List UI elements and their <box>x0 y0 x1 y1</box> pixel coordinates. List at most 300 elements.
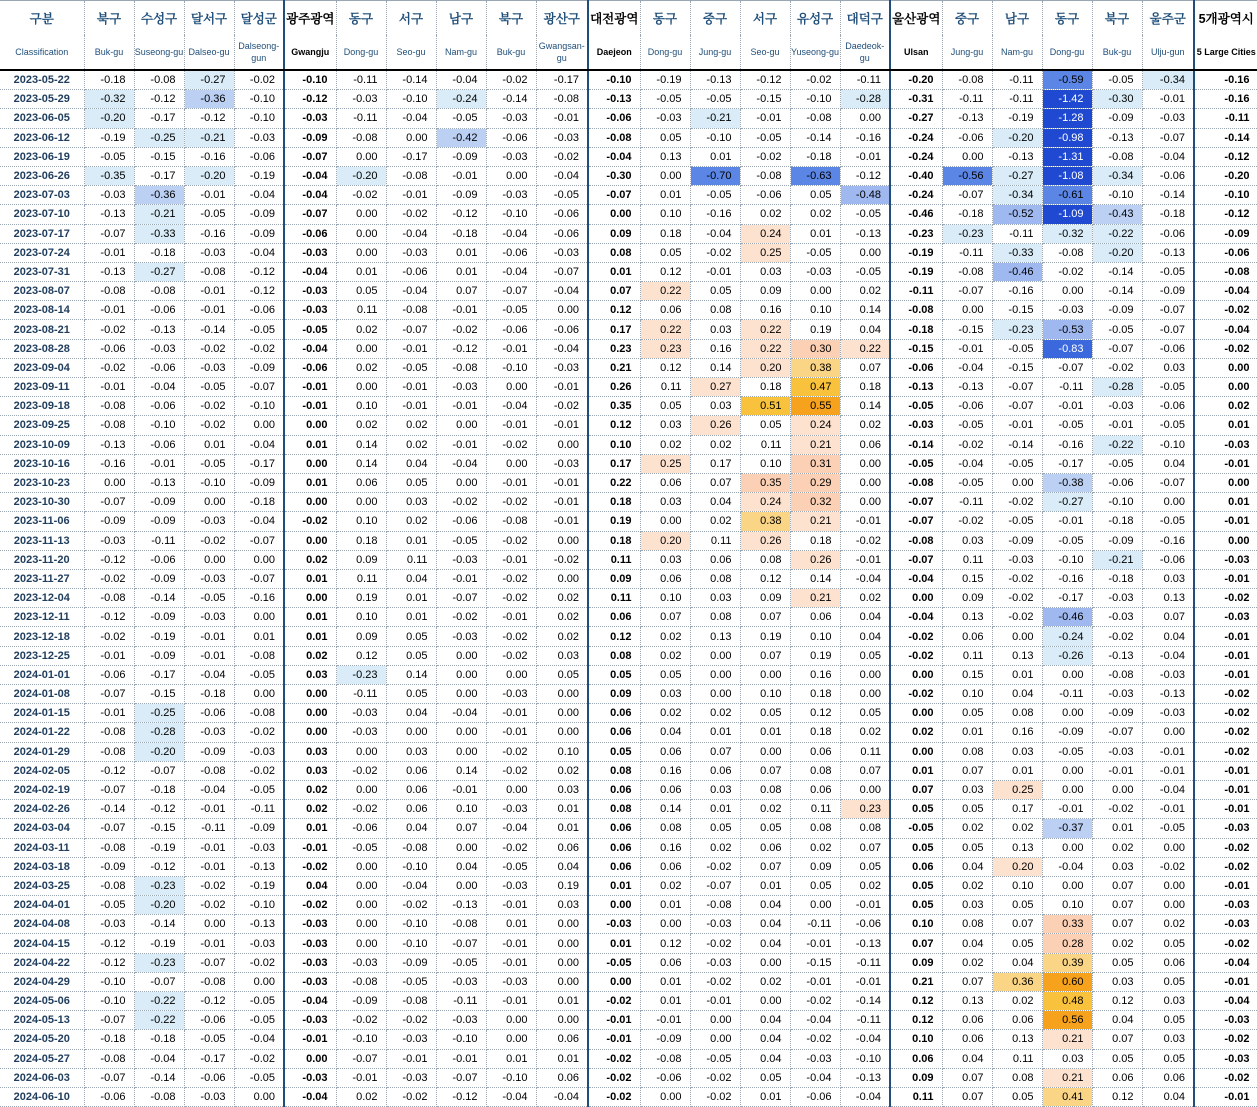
value-cell: -0.09 <box>1142 282 1194 301</box>
value-cell: -0.70 <box>690 166 740 185</box>
value-cell: 0.01 <box>640 972 690 991</box>
value-cell: -0.03 <box>284 915 336 934</box>
value-cell: -0.04 <box>486 224 536 243</box>
value-cell: 0.05 <box>740 1068 790 1087</box>
value-cell: 0.18 <box>790 685 840 704</box>
value-cell: 0.03 <box>942 780 992 799</box>
value-cell: -0.02 <box>84 627 134 646</box>
value-cell: 0.00 <box>436 838 486 857</box>
value-cell: 0.16 <box>640 838 690 857</box>
value-cell: -0.04 <box>890 608 942 627</box>
value-cell: -0.08 <box>386 166 436 185</box>
value-cell: -1.28 <box>1042 109 1092 128</box>
value-cell: 0.00 <box>234 972 284 991</box>
value-cell: -0.06 <box>1142 339 1194 358</box>
value-cell: -0.10 <box>1194 186 1257 205</box>
value-cell: -0.01 <box>588 1011 640 1030</box>
value-cell: -0.18 <box>134 780 184 799</box>
value-cell: -0.06 <box>134 358 184 377</box>
value-cell: -0.09 <box>234 819 284 838</box>
value-cell: -0.03 <box>486 685 536 704</box>
table-row <box>0 205 1257 224</box>
value-cell: -0.02 <box>284 857 336 876</box>
value-cell: -0.05 <box>992 339 1042 358</box>
value-cell: -0.12 <box>436 339 486 358</box>
value-cell: -0.08 <box>134 1087 184 1106</box>
value-cell: -0.11 <box>234 800 284 819</box>
value-cell: -0.22 <box>134 1011 184 1030</box>
column-header-kr: 유성구 <box>790 1 840 36</box>
value-cell: -0.02 <box>184 397 234 416</box>
table-row <box>0 166 1257 185</box>
value-cell: -0.05 <box>690 1049 740 1068</box>
value-cell: -0.12 <box>84 761 134 780</box>
value-cell: -0.05 <box>436 531 486 550</box>
value-cell: 0.00 <box>890 589 942 608</box>
value-cell: 0.22 <box>740 320 790 339</box>
value-cell: -0.03 <box>1194 1049 1257 1068</box>
value-cell: 0.07 <box>942 1087 992 1106</box>
column-header-en: Nam-gu <box>436 35 486 70</box>
value-cell: -0.14 <box>790 128 840 147</box>
value-cell: -0.02 <box>588 992 640 1011</box>
value-cell: -0.08 <box>134 282 184 301</box>
value-cell: 0.00 <box>1142 723 1194 742</box>
value-cell: -0.34 <box>1142 70 1194 90</box>
table-row <box>0 915 1257 934</box>
value-cell: -0.02 <box>486 589 536 608</box>
value-cell: 0.03 <box>1092 972 1142 991</box>
value-cell: -0.04 <box>536 339 588 358</box>
value-cell: -0.06 <box>840 915 890 934</box>
value-cell: 0.07 <box>890 780 942 799</box>
value-cell: -0.07 <box>84 493 134 512</box>
value-cell: -0.02 <box>890 685 942 704</box>
value-cell: -0.02 <box>588 1087 640 1106</box>
value-cell: -0.12 <box>134 90 184 109</box>
value-cell: -0.31 <box>890 90 942 109</box>
value-cell: -0.03 <box>234 934 284 953</box>
value-cell: 0.26 <box>588 378 640 397</box>
value-cell: 0.03 <box>690 780 740 799</box>
value-cell: 0.05 <box>890 838 942 857</box>
value-cell: -0.01 <box>184 646 234 665</box>
value-cell: -0.03 <box>1042 301 1092 320</box>
value-cell: 0.04 <box>840 608 890 627</box>
value-cell: -0.13 <box>840 224 890 243</box>
value-cell: -0.03 <box>1194 435 1257 454</box>
column-header-en: Ulsan <box>890 35 942 70</box>
value-cell: 0.00 <box>284 1049 336 1068</box>
value-cell: 0.00 <box>1042 704 1092 723</box>
value-cell: -0.02 <box>536 397 588 416</box>
value-cell: 0.11 <box>386 550 436 569</box>
value-cell: -0.04 <box>486 1087 536 1106</box>
column-header-en: Dong-gu <box>640 35 690 70</box>
value-cell: -0.05 <box>234 780 284 799</box>
value-cell: -0.05 <box>386 358 436 377</box>
value-cell: 0.02 <box>1142 915 1194 934</box>
value-cell: -0.07 <box>386 320 436 339</box>
date-cell: 2024-06-10 <box>0 1087 84 1106</box>
value-cell: 0.01 <box>640 896 690 915</box>
value-cell: -0.13 <box>1142 685 1194 704</box>
value-cell: 0.02 <box>840 723 890 742</box>
value-cell: 0.03 <box>536 646 588 665</box>
value-cell: -0.06 <box>588 109 640 128</box>
value-cell: 0.07 <box>690 473 740 492</box>
value-cell: -0.02 <box>1194 934 1257 953</box>
table-row <box>0 339 1257 358</box>
value-cell: 0.01 <box>284 569 336 588</box>
value-cell: -0.34 <box>992 186 1042 205</box>
value-cell: 0.11 <box>588 589 640 608</box>
value-cell: 0.00 <box>890 704 942 723</box>
value-cell: 0.13 <box>640 147 690 166</box>
value-cell: 0.06 <box>386 780 436 799</box>
value-cell: 0.01 <box>284 627 336 646</box>
value-cell: 0.00 <box>436 416 486 435</box>
value-cell: -0.03 <box>486 800 536 819</box>
value-cell: 0.27 <box>690 378 740 397</box>
value-cell: -0.04 <box>284 166 336 185</box>
table-row <box>0 435 1257 454</box>
value-cell: -0.01 <box>790 934 840 953</box>
value-cell: -0.06 <box>942 128 992 147</box>
date-cell: 2024-05-27 <box>0 1049 84 1068</box>
date-cell: 2024-02-26 <box>0 800 84 819</box>
table-row <box>0 934 1257 953</box>
value-cell: 0.00 <box>740 665 790 684</box>
value-cell: -0.01 <box>1194 780 1257 799</box>
value-cell: -0.05 <box>234 320 284 339</box>
value-cell: -0.08 <box>184 761 234 780</box>
value-cell: 0.01 <box>690 723 740 742</box>
value-cell: -0.01 <box>184 186 234 205</box>
value-cell: -0.46 <box>1042 608 1092 627</box>
value-cell: -0.03 <box>284 1011 336 1030</box>
value-cell: -0.03 <box>1142 665 1194 684</box>
value-cell: 0.06 <box>640 301 690 320</box>
value-cell: 0.07 <box>840 761 890 780</box>
value-cell: 0.02 <box>640 627 690 646</box>
value-cell: 0.08 <box>588 761 640 780</box>
value-cell: 0.02 <box>640 704 690 723</box>
value-cell: -0.01 <box>840 972 890 991</box>
value-cell: -0.33 <box>134 224 184 243</box>
value-cell: -0.06 <box>486 320 536 339</box>
column-header-en: 5 Large Cities <box>1194 35 1257 70</box>
value-cell: -0.14 <box>134 589 184 608</box>
value-cell: -0.08 <box>84 742 134 761</box>
value-cell: -0.05 <box>284 320 336 339</box>
value-cell: -0.09 <box>1042 723 1092 742</box>
value-cell: -0.01 <box>992 416 1042 435</box>
value-cell: 0.51 <box>740 397 790 416</box>
value-cell: 0.00 <box>640 512 690 531</box>
value-cell: 0.12 <box>640 262 690 281</box>
date-cell: 2024-05-20 <box>0 1030 84 1049</box>
value-cell: 0.00 <box>436 685 486 704</box>
value-cell: -0.06 <box>184 1011 234 1030</box>
value-cell: -0.01 <box>790 972 840 991</box>
value-cell: 0.05 <box>1142 972 1194 991</box>
value-cell: -0.01 <box>436 397 486 416</box>
value-cell: 0.20 <box>740 358 790 377</box>
value-cell: -0.03 <box>1092 589 1142 608</box>
value-cell: -0.63 <box>790 166 840 185</box>
value-cell: -0.03 <box>284 109 336 128</box>
value-cell: -0.02 <box>184 339 234 358</box>
value-cell: 0.36 <box>992 972 1042 991</box>
value-cell: 0.01 <box>386 531 436 550</box>
value-cell: 0.05 <box>336 282 386 301</box>
value-cell: -0.13 <box>840 1068 890 1087</box>
value-cell: 0.05 <box>690 819 740 838</box>
value-cell: 0.05 <box>640 397 690 416</box>
value-cell: 0.00 <box>740 953 790 972</box>
value-cell: -0.08 <box>336 128 386 147</box>
value-cell: -0.07 <box>84 819 134 838</box>
value-cell: 0.03 <box>640 550 690 569</box>
value-cell: 0.08 <box>690 301 740 320</box>
date-cell: 2023-09-11 <box>0 378 84 397</box>
value-cell: -0.04 <box>234 1030 284 1049</box>
value-cell: -0.23 <box>134 953 184 972</box>
value-cell: -0.13 <box>1142 243 1194 262</box>
value-cell: -0.03 <box>184 358 234 377</box>
value-cell: -0.18 <box>1092 512 1142 531</box>
value-cell: 0.04 <box>386 454 436 473</box>
value-cell: -0.12 <box>84 953 134 972</box>
value-cell: 0.12 <box>640 358 690 377</box>
column-header-kr: 광산구 <box>536 1 588 36</box>
value-cell: 0.01 <box>690 800 740 819</box>
value-cell: -0.05 <box>1092 454 1142 473</box>
value-cell: -0.04 <box>284 1087 336 1106</box>
value-cell: 0.04 <box>536 857 588 876</box>
value-cell: -0.07 <box>1042 358 1092 377</box>
date-cell: 2023-08-07 <box>0 282 84 301</box>
value-cell: 0.00 <box>992 627 1042 646</box>
value-cell: -0.12 <box>184 992 234 1011</box>
value-cell: -0.20 <box>890 70 942 90</box>
value-cell: -0.01 <box>284 397 336 416</box>
value-cell: 0.05 <box>740 416 790 435</box>
value-cell: -0.28 <box>1092 378 1142 397</box>
value-cell: 0.01 <box>890 761 942 780</box>
value-cell: 0.05 <box>740 704 790 723</box>
value-cell: 0.00 <box>1042 761 1092 780</box>
value-cell: -0.15 <box>790 953 840 972</box>
value-cell: -0.01 <box>740 109 790 128</box>
value-cell: 0.00 <box>536 934 588 953</box>
value-cell: 0.38 <box>740 512 790 531</box>
value-cell: 0.00 <box>1142 896 1194 915</box>
value-cell: 0.14 <box>336 435 386 454</box>
value-cell: -0.16 <box>1194 70 1257 90</box>
value-cell: -0.13 <box>84 205 134 224</box>
value-cell: -0.01 <box>184 857 234 876</box>
value-cell: 0.02 <box>640 646 690 665</box>
value-cell: -0.05 <box>234 665 284 684</box>
value-cell: -0.04 <box>1142 780 1194 799</box>
value-cell: -0.38 <box>1042 473 1092 492</box>
value-cell: -0.02 <box>690 934 740 953</box>
value-cell: -0.15 <box>890 339 942 358</box>
value-cell: 0.06 <box>790 780 840 799</box>
value-cell: -0.04 <box>536 1087 588 1106</box>
value-cell: 0.07 <box>890 934 942 953</box>
value-cell: -0.10 <box>234 397 284 416</box>
value-cell: -0.19 <box>890 262 942 281</box>
value-cell: 0.06 <box>740 838 790 857</box>
value-cell: -0.06 <box>486 128 536 147</box>
value-cell: -0.06 <box>486 243 536 262</box>
value-cell: -0.43 <box>1092 205 1142 224</box>
value-cell: 0.22 <box>740 339 790 358</box>
value-cell: 0.07 <box>740 761 790 780</box>
value-cell: -0.01 <box>1142 761 1194 780</box>
value-cell: -0.03 <box>890 416 942 435</box>
value-cell: -0.13 <box>992 147 1042 166</box>
value-cell: -0.07 <box>234 569 284 588</box>
value-cell: -0.04 <box>486 819 536 838</box>
value-cell: -0.02 <box>992 569 1042 588</box>
value-cell: -0.02 <box>690 1087 740 1106</box>
value-cell: -0.01 <box>536 493 588 512</box>
value-cell: -0.05 <box>690 186 740 205</box>
value-cell: 0.00 <box>486 780 536 799</box>
value-cell: 0.05 <box>992 934 1042 953</box>
value-cell: 0.00 <box>336 915 386 934</box>
value-cell: -0.02 <box>336 800 386 819</box>
value-cell: -0.18 <box>1092 569 1142 588</box>
value-cell: -0.10 <box>486 205 536 224</box>
column-header-en: Dong-gu <box>1042 35 1092 70</box>
value-cell: 0.03 <box>640 416 690 435</box>
value-cell: 0.02 <box>790 205 840 224</box>
value-cell: -0.02 <box>234 339 284 358</box>
value-cell: 0.00 <box>234 608 284 627</box>
value-cell: -0.03 <box>536 243 588 262</box>
value-cell: -0.12 <box>234 282 284 301</box>
value-cell: 0.04 <box>942 857 992 876</box>
value-cell: 0.02 <box>284 800 336 819</box>
value-cell: -0.08 <box>386 301 436 320</box>
table-row <box>0 992 1257 1011</box>
value-cell: -0.02 <box>942 512 992 531</box>
value-cell: -0.25 <box>134 128 184 147</box>
value-cell: -0.04 <box>134 1049 184 1068</box>
value-cell: 0.00 <box>690 1011 740 1030</box>
value-cell: 0.06 <box>992 1011 1042 1030</box>
value-cell: -0.35 <box>84 166 134 185</box>
value-cell: 0.00 <box>1142 876 1194 895</box>
value-cell: -0.05 <box>234 1011 284 1030</box>
value-cell: 0.22 <box>640 320 690 339</box>
value-cell: -0.13 <box>890 378 942 397</box>
value-cell: 0.22 <box>588 473 640 492</box>
value-cell: 0.08 <box>840 819 890 838</box>
value-cell: -0.05 <box>84 896 134 915</box>
value-cell: -0.02 <box>234 1049 284 1068</box>
value-cell: -0.02 <box>840 531 890 550</box>
column-header-kr: 동구 <box>336 1 386 36</box>
column-header-kr: 중구 <box>942 1 992 36</box>
value-cell: -0.19 <box>134 934 184 953</box>
value-cell: 0.06 <box>790 742 840 761</box>
value-cell: -0.03 <box>284 301 336 320</box>
value-cell: 0.01 <box>436 243 486 262</box>
value-cell: -0.07 <box>890 493 942 512</box>
value-cell: 0.04 <box>284 876 336 895</box>
value-cell: -0.03 <box>84 915 134 934</box>
value-cell: -0.03 <box>84 186 134 205</box>
value-cell: -0.02 <box>942 435 992 454</box>
date-cell: 2024-06-03 <box>0 1068 84 1087</box>
value-cell: -0.11 <box>992 70 1042 90</box>
value-cell: 0.03 <box>640 685 690 704</box>
value-cell: -0.04 <box>690 224 740 243</box>
value-cell: -0.05 <box>1142 378 1194 397</box>
value-cell: -0.07 <box>690 876 740 895</box>
value-cell: 0.06 <box>1142 1068 1194 1087</box>
value-cell: 0.00 <box>336 876 386 895</box>
value-cell: -0.20 <box>1194 166 1257 185</box>
column-header-en: Gwangju <box>284 35 336 70</box>
value-cell: 0.06 <box>840 435 890 454</box>
value-cell: 0.11 <box>588 550 640 569</box>
date-cell: 2023-12-11 <box>0 608 84 627</box>
value-cell: 0.12 <box>1092 1087 1142 1106</box>
value-cell: -0.02 <box>690 1068 740 1087</box>
value-cell: -0.03 <box>1142 704 1194 723</box>
value-cell: -1.31 <box>1042 147 1092 166</box>
value-cell: -0.09 <box>234 358 284 377</box>
value-cell: 0.01 <box>740 1087 790 1106</box>
value-cell: 0.02 <box>690 838 740 857</box>
column-header-en: Jung-gu <box>942 35 992 70</box>
value-cell: -0.08 <box>942 70 992 90</box>
date-cell: 2023-12-18 <box>0 627 84 646</box>
value-cell: -0.56 <box>942 166 992 185</box>
value-cell: 0.06 <box>536 1068 588 1087</box>
value-cell: 0.05 <box>890 876 942 895</box>
value-cell: -0.24 <box>890 147 942 166</box>
value-cell: -0.01 <box>486 896 536 915</box>
value-cell: -0.33 <box>992 243 1042 262</box>
value-cell: -0.34 <box>1092 166 1142 185</box>
value-cell: -0.07 <box>890 512 942 531</box>
value-cell: 0.11 <box>890 1087 942 1106</box>
value-cell: -0.02 <box>740 147 790 166</box>
value-cell: 0.00 <box>336 224 386 243</box>
value-cell: -0.03 <box>184 723 234 742</box>
value-cell: -0.09 <box>84 512 134 531</box>
value-cell: -0.10 <box>690 128 740 147</box>
value-cell: -0.01 <box>1142 90 1194 109</box>
value-cell: 0.06 <box>640 473 690 492</box>
value-cell: -0.09 <box>386 953 436 972</box>
value-cell: 0.05 <box>588 665 640 684</box>
value-cell: -0.27 <box>184 70 234 90</box>
value-cell: 0.00 <box>536 1011 588 1030</box>
value-cell: -0.04 <box>942 454 992 473</box>
value-cell: 0.11 <box>992 1049 1042 1068</box>
value-cell: -0.08 <box>1092 665 1142 684</box>
value-cell: 0.08 <box>790 761 840 780</box>
